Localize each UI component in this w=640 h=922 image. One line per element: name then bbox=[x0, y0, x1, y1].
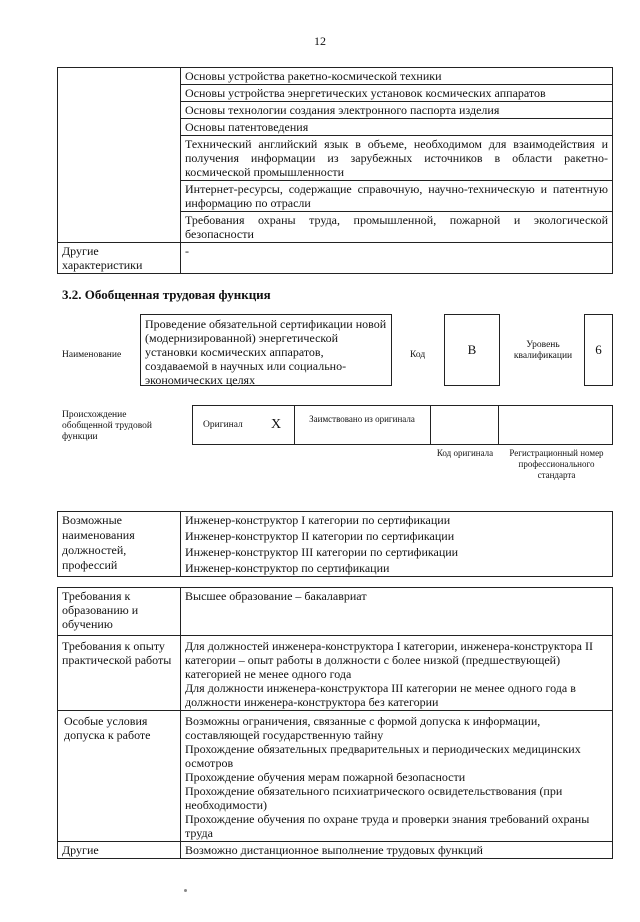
scan-speck bbox=[184, 889, 187, 892]
origin-label: Происхождение обобщенной трудовой функции bbox=[62, 410, 152, 442]
origin-box bbox=[192, 405, 613, 445]
section-title: 3.2. Обобщенная трудовая функция bbox=[62, 287, 271, 302]
code-value: B bbox=[444, 314, 500, 386]
knowledge-table bbox=[57, 67, 613, 274]
special-cell bbox=[181, 711, 613, 842]
positions-list bbox=[181, 512, 613, 577]
original-mark: X bbox=[271, 417, 282, 432]
knowledge-item: Интернет-ресурсы, содержащие справочную, научно-техническую и патентную информацию по отрасли bbox=[181, 181, 613, 212]
original-label: Оригинал bbox=[203, 420, 243, 430]
page-number: 12 bbox=[314, 34, 326, 48]
position-item: Инженер-конструктор II категории по сертификации bbox=[185, 529, 455, 543]
knowledge-item: Основы патентоведения bbox=[181, 119, 613, 136]
position-item: Инженер-конструктор III категории по сертификации bbox=[185, 545, 459, 559]
other-label: Другие bbox=[58, 842, 181, 859]
name-value: Проведение обязательной сертификации новой (модернизированной) энергетической установки космических аппаратов, создаваемой в научных или социально-экономических целях bbox=[140, 314, 392, 386]
experience-label: Требования к опыту практической работы bbox=[58, 636, 181, 711]
special-item: Прохождение обязательного психиатрического освидетельствования (при необходимости) bbox=[185, 784, 563, 812]
knowledge-item: Технический английский язык в объеме, необходимом для взаимодействия и получения информации из зарубежных источников в области ракетно-космической промышленности bbox=[181, 136, 613, 181]
positions-table bbox=[57, 511, 613, 577]
name-label: Наименование bbox=[62, 350, 122, 360]
code-original-caption: Код оригинала bbox=[436, 448, 494, 458]
position-item: Инженер-конструктор по сертификации bbox=[185, 561, 390, 575]
special-label: Особые условия допуска к работе bbox=[58, 711, 181, 842]
level-label: Уровень квалификации bbox=[513, 340, 573, 361]
position-item: Инженер-конструктор I категории по сертификации bbox=[185, 513, 451, 527]
divider bbox=[498, 406, 499, 444]
special-item: Прохождение обязательных предварительных и периодических медицинских осмотров bbox=[185, 742, 581, 770]
experience-cell bbox=[181, 636, 613, 711]
level-value: 6 bbox=[584, 314, 613, 386]
other-characteristics-value: - bbox=[181, 243, 613, 274]
requirements-table bbox=[57, 587, 613, 859]
positions-label: Возможные наименования должностей, профессий bbox=[58, 512, 181, 577]
divider bbox=[294, 406, 295, 444]
special-item: Возможны ограничения, связанные с формой допуска к информации, составляющей государственную тайну bbox=[185, 714, 541, 742]
other-characteristics-label: Другие характеристики bbox=[58, 243, 181, 274]
other-value: Возможно дистанционное выполнение трудовых функций bbox=[181, 842, 613, 859]
knowledge-item: Основы технологии создания электронного паспорта изделия bbox=[181, 102, 613, 119]
education-value: Высшее образование – бакалавриат bbox=[181, 588, 613, 636]
experience-item: Для должностей инженера-конструктора I категории, инженера-конструктора II категории – опыт работы в должности с более низкой (предшествующей) категорией не менее одного года bbox=[185, 639, 593, 681]
divider bbox=[430, 406, 431, 444]
knowledge-item: Основы устройства энергетических установок космических аппаратов bbox=[181, 85, 613, 102]
code-label: Код bbox=[410, 350, 426, 360]
knowledge-item: Требования охраны труда, промышленной, пожарной и экологической безопасности bbox=[181, 212, 613, 243]
empty-label-cell bbox=[58, 68, 181, 243]
knowledge-item: Основы устройства ракетно-космической техники bbox=[181, 68, 613, 85]
special-item: Прохождение обучения мерам пожарной безопасности bbox=[185, 770, 466, 784]
registration-caption: Регистрационный номер профессионального стандарта bbox=[509, 448, 604, 480]
borrowed-label: Заимствовано из оригинала bbox=[309, 414, 415, 424]
education-label: Требования к образованию и обучению bbox=[58, 588, 181, 636]
special-item: Прохождение обучения по охране труда и проверки знания требований охраны труда bbox=[185, 812, 590, 840]
experience-item: Для должности инженера-конструктора III категории не менее одного года в должности инженера-конструктора без категории bbox=[185, 681, 576, 709]
